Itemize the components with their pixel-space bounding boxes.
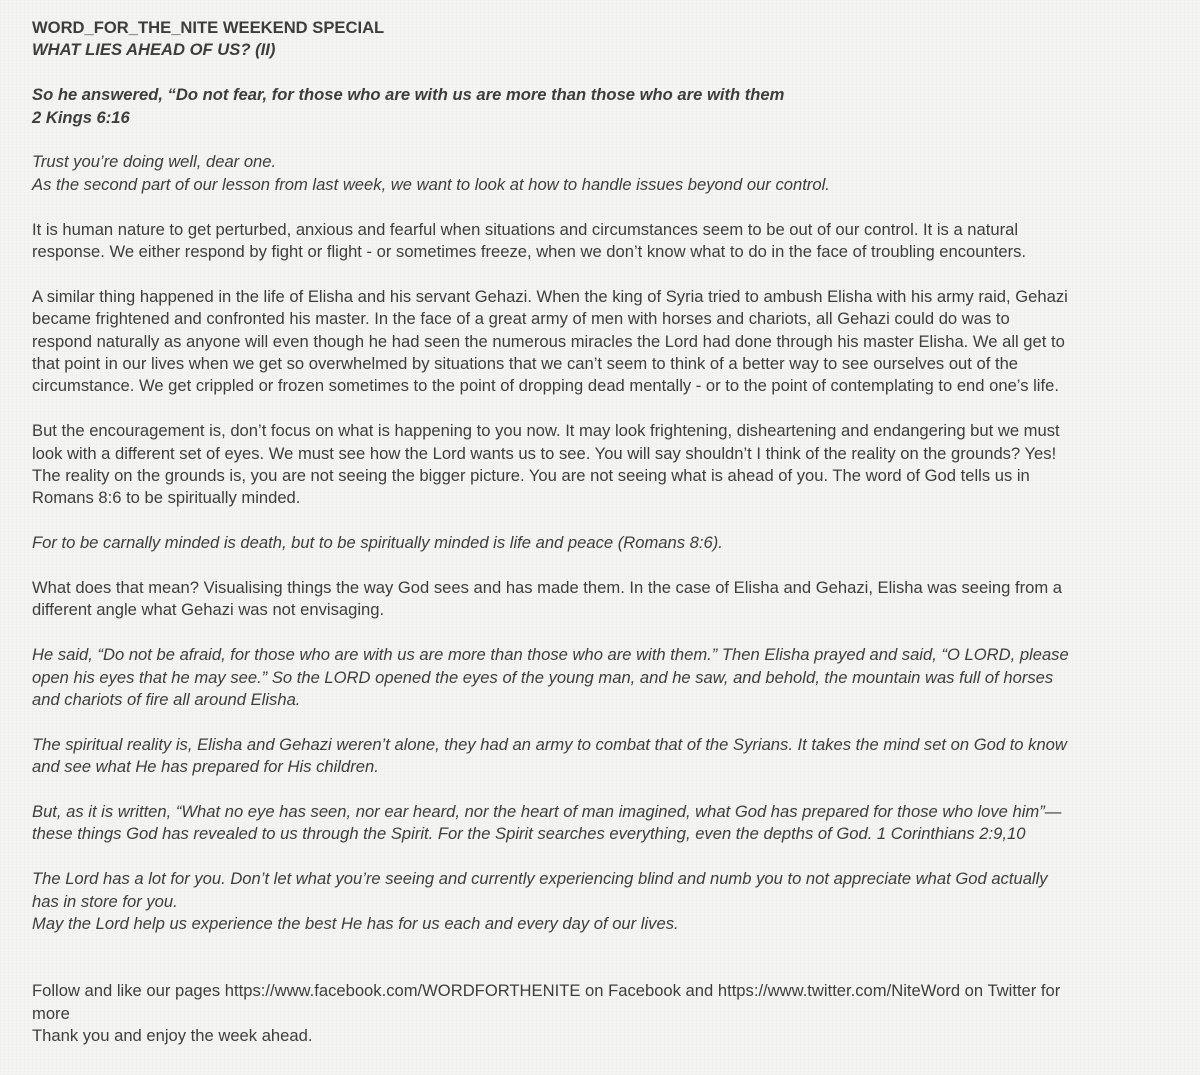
elisha-quote-line: and chariots of fire all around Elisha. <box>32 690 301 710</box>
spacer <box>32 62 1170 84</box>
corinthians-quote-line: these things God has revealed to us through the Spirit. For the Spirit searches everything, even the depths of God. 1 Corinthians 2:9,10 <box>32 824 1026 844</box>
elisha-quote-line: He said, “Do not be afraid, for those who are with us are more than those who are with them.” Then Elisha prayed and said, “O LORD, please <box>32 645 1069 665</box>
follow-line: more <box>32 1003 70 1023</box>
corinthians-quote-line: But, as it is written, “What no eye has seen, nor ear heard, nor the heart of man imagined, what God has prepared for those who love him”— <box>32 802 1062 822</box>
scripture-reference: 2 Kings 6:16 <box>32 107 130 127</box>
intro-line: As the second part of our lesson from last week, we want to look at how to handle issues beyond our control. <box>32 174 830 194</box>
spacer <box>32 779 1170 801</box>
paragraph-3-line: look with a different set of eyes. We must see how the Lord wants us to see. You will say shouldn’t I think of the reality on the grounds? Yes! <box>32 443 1057 463</box>
follow-line: Follow and like our pages https://www.facebook.com/WORDFORTHENITE on Facebook and https://www.twitter.com/NiteWord on Twitter for <box>32 981 1061 1001</box>
spacer <box>32 846 1170 868</box>
paragraph-2-line: became frightened and confronted his master. In the face of a great army of men with horses and chariots, all Gehazi could do was to <box>32 309 1010 329</box>
spacer <box>32 398 1170 420</box>
thanks-line: Thank you and enjoy the week ahead. <box>32 1026 313 1046</box>
romans-quote: For to be carnally minded is death, but to be spiritually minded is life and peace (Romans 8:6). <box>32 533 723 553</box>
paragraph-3-line: Romans 8:6 to be spiritually minded. <box>32 488 301 508</box>
spacer <box>32 711 1170 733</box>
closing-line: has in store for you. <box>32 891 178 911</box>
spacer <box>32 935 1170 980</box>
spiritual-reality-line: The spiritual reality is, Elisha and Gehazi weren’t alone, they had an army to combat that of the Syrians. It takes the mind set on God to know <box>32 734 1067 754</box>
spacer <box>32 263 1170 285</box>
closing-line: May the Lord help us experience the best He has for us each and every day of our lives. <box>32 914 679 934</box>
document-title: WORD_FOR_THE_NITE WEEKEND SPECIAL <box>32 18 385 37</box>
document-subtitle: WHAT LIES AHEAD OF US? (II) <box>32 40 276 60</box>
spacer <box>32 129 1170 151</box>
spiritual-reality-line: and see what He has prepared for His children. <box>32 757 379 777</box>
paragraph-2-line: that point in our lives when we get so overwhelmed by situations that we can’t seem to think of a better way to see ourselves out of the <box>32 354 1019 374</box>
paragraph-4-line: What does that mean? Visualising things the way God sees and has made them. In the case of Elisha and Gehazi, Elisha was seeing from a <box>32 578 1063 598</box>
paragraph-2-line: A similar thing happened in the life of Elisha and his servant Gehazi. When the king of Syria tried to ambush Elisha with his army raid, Gehazi <box>32 286 1068 306</box>
paragraph-3-line: The reality on the grounds is, you are not seeing the bigger picture. You are not seeing what is ahead of you. The word of God tells us in <box>32 466 1030 486</box>
paragraph-1-line: It is human nature to get perturbed, anxious and fearful when situations and circumstances seem to be out of our control. It is a natural <box>32 219 1019 239</box>
spacer <box>32 622 1170 644</box>
spacer <box>32 555 1170 577</box>
closing-line: The Lord has a lot for you. Don’t let what you’re seeing and currently experiencing blind and numb you to not appreciate what God actually <box>32 869 1048 889</box>
scripture-quote: So he answered, “Do not fear, for those who are with us are more than those who are with them <box>32 85 785 105</box>
paragraph-4-line: different angle what Gehazi was not envisaging. <box>32 600 385 620</box>
intro-line: Trust you’re doing well, dear one. <box>32 152 277 172</box>
paragraph-3-line: But the encouragement is, don’t focus on what is happening to you now. It may look frightening, disheartening and endangering but we must <box>32 421 1060 441</box>
paragraph-1-line: response. We either respond by fight or flight - or sometimes freeze, when we don’t know what to do in the face of troubling encounters. <box>32 242 1027 262</box>
spacer <box>32 510 1170 532</box>
paragraph-2-line: respond naturally as anyone will even though he had seen the numerous miracles the Lord had done through his master Elisha. We all get to <box>32 331 1065 351</box>
spacer <box>32 196 1170 218</box>
elisha-quote-line: open his eyes that he may see.” So the LORD opened the eyes of the young man, and he saw, and behold, the mountain was full of horses <box>32 667 1054 687</box>
paragraph-2-line: circumstance. We get crippled or frozen sometimes to the point of dropping dead mentally - or to the point of contemplating to end one’s life. <box>32 376 1059 396</box>
